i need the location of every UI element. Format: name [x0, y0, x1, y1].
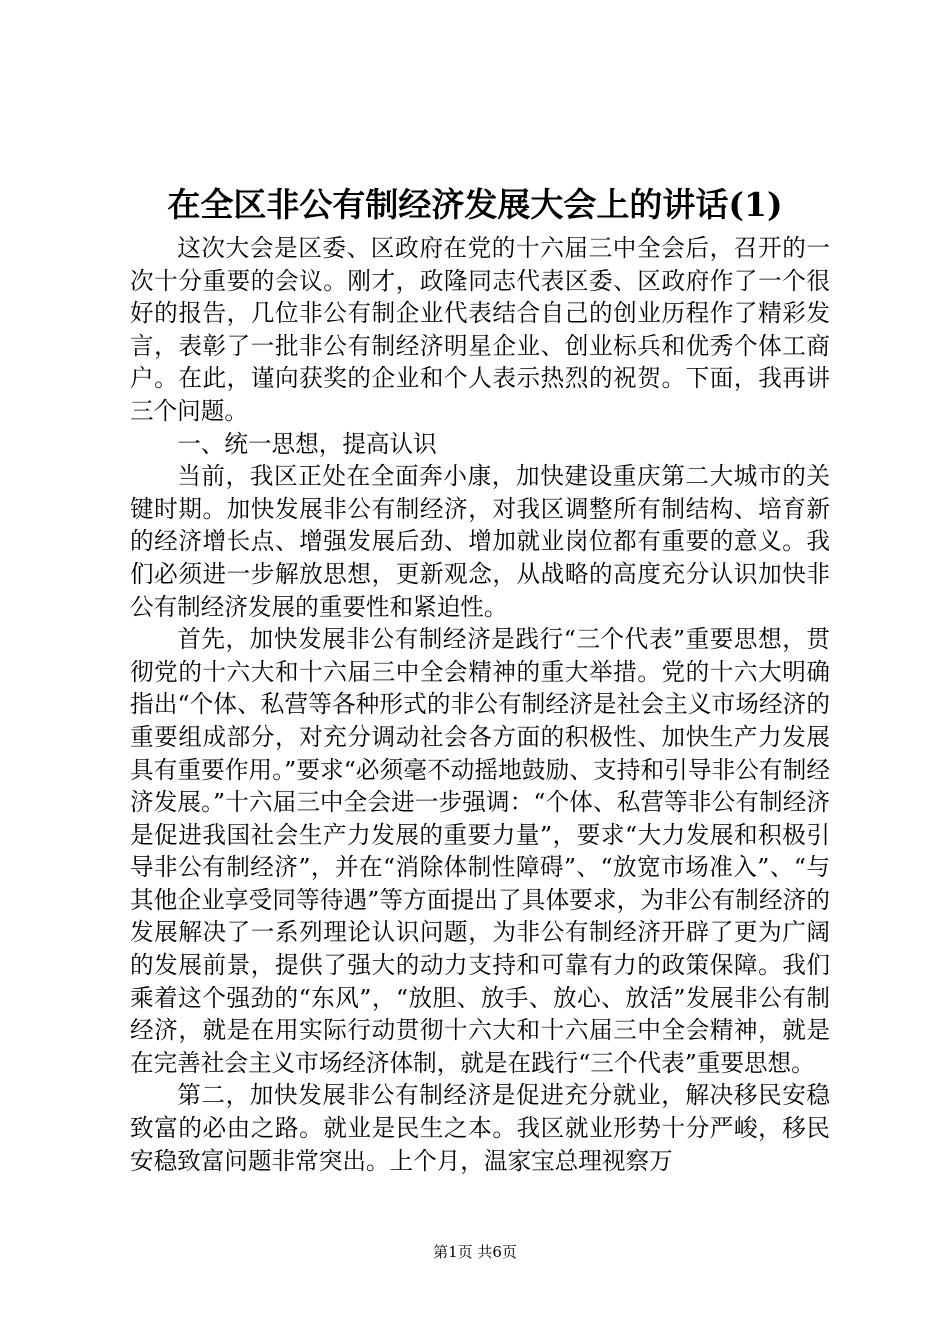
paragraph-intro: 这次大会是区委、区政府在党的十六届三中全会后，召开的一次十分重要的会议。刚才，政隆同志代表区委、区政府作了一个很好的报告，几位非公有制企业代表结合自己的创业历程作了精彩发言，表彰了一批非公有制经济明星企业、创业标兵和优秀个体工商户。在此，谨向获奖的企业和个人表示热烈的祝贺。下面，我再讲三个问题。 [130, 234, 830, 425]
paragraph-first-point: 首先，加快发展非公有制经济是践行“三个代表”重要思想，贯彻党的十六大和十六届三中全会精神的重大举措。党的十六大明确指出“个体、私营等各种形式的非公有制经济是社会主义市场经济的重要组成部分，对充分调动社会各方面的积极性、加快生产力发展具有重要作用。”要求“必须毫不动摇地鼓励、支持和引导非公有制经济发展。”十六届三中全会进一步强调：“个体、私营等非公有制经济是促进我国社会生产力发展的重要力量”，要求“大力发展和积极引导非公有制经济”，并在“消除体制性障碍”、“放宽市场准入”、“与其他企业享受同等待遇”等方面提出了具体要求，为非公有制经济的发展解决了一系列理论认识问题，为非公有制经济开辟了更为广阔的发展前景，提供了强大的动力支持和可靠有力的政策保障。我们乘着这个强劲的“东风”，“放胆、放手、放心、放活”发展非公有制经济，就是在用实际行动贯彻十六大和十六届三中全会精神，就是在完善社会主义市场经济体制，就是在践行“三个代表”重要思想。 [130, 625, 830, 1077]
page-footer: 第1页 共6页 [433, 1243, 517, 1261]
paragraph-second-point: 第二，加快发展非公有制经济是促进充分就业，解决移民安稳致富的必由之路。就业是民生之本。我区就业形势十分严峻，移民安稳致富问题非常突出。上个月，温家宝总理视察万 [130, 1081, 830, 1175]
paragraph-current-situation: 当前，我区正处在全面奔小康，加快建设重庆第二大城市的关键时期。加快发展非公有制经济，对我区调整所有制结构、培育新的经济增长点、增强发展后劲、增加就业岗位都有重要的意义。我们必须进一步解放思想，更新观念，从战略的高度充分认识加快非公有制经济发展的重要性和紧迫性。 [130, 462, 830, 621]
document-title: 在全区非公有制经济发展大会上的讲话(1) [167, 185, 783, 224]
document-body [130, 232, 830, 1177]
section-heading-1: 一、统一思想，提高认识 [177, 429, 437, 458]
